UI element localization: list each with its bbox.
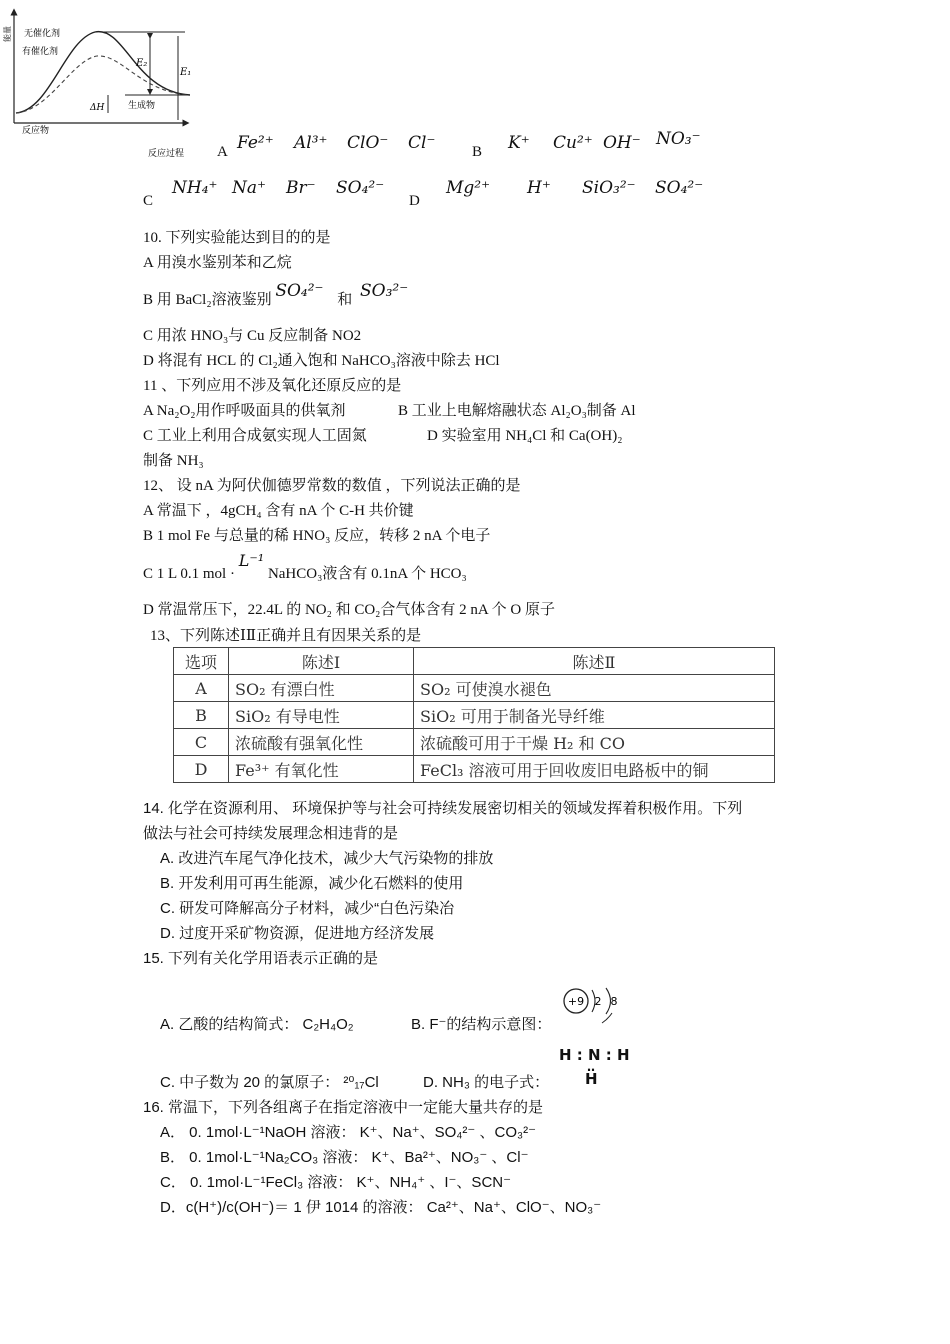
q9-c-ion-1: NH₄⁺ <box>172 178 218 198</box>
q9-a-ion-4: Cl⁻ <box>408 133 436 153</box>
q16-option-d: D．c(H⁺)/c(OH⁻)＝ 1 伊 1014 的溶液： Ca²⁺、Na⁺、ClO⁻、NO₃⁻ <box>160 1199 602 1216</box>
q14-stem-line-2: 做法与社会可持续发展理念相违背的是 <box>143 825 399 842</box>
q15-option-d: D. NH₃ 的电子式： <box>423 1074 550 1091</box>
q9-b-ion-1: K⁺ <box>508 133 530 153</box>
q15-stem: 15. 下列有关化学用语表示正确的是 <box>143 950 379 967</box>
q11-option-d-cont: 制备 NH₃ <box>143 453 204 469</box>
q9-option-a-letter: A <box>217 144 228 160</box>
q10-b-prefix: B 用 BaCl₂溶液鉴别 <box>143 292 272 308</box>
shell-2-electrons: 8 <box>610 995 618 1008</box>
label-reactant: 反应物 <box>22 126 50 136</box>
q9-option-d-letter: D <box>409 193 420 209</box>
table-cell: B <box>174 702 229 729</box>
q10-option-d: D 将混有 HCL 的 Cl₂通入饱和 NaHCO₃溶液中除去 HCl <box>143 353 500 369</box>
energy-diagram <box>0 0 215 160</box>
q12-c-unit: L⁻¹ <box>238 551 265 570</box>
ylabel: 能量 <box>3 26 12 42</box>
label-e1: E₁ <box>180 67 192 78</box>
q16-option-a: A． 0. 1mol·L⁻¹NaOH 溶液： K⁺、Na⁺、SO₄²⁻ 、CO₃²⁻ <box>160 1124 537 1141</box>
label-product: 生成物 <box>128 101 156 111</box>
q9-a-ion-3: ClO⁻ <box>347 133 389 153</box>
q16-option-b: B． 0. 1mol·L⁻¹Na₂CO₃ 溶液： K⁺、Ba²⁺、NO₃⁻ 、Cl⁻ <box>160 1149 529 1166</box>
table-cell: Fe³⁺ 有氧化性 <box>229 756 414 783</box>
table-cell: SO₂ 有漂白性 <box>229 675 414 702</box>
q9-b-ion-3: OH⁻ <box>603 133 641 153</box>
q16-option-c: C． 0. 1mol·L⁻¹FeCl₃ 溶液： K⁺、NH₄⁺ 、I⁻、SCN⁻ <box>160 1174 512 1191</box>
table-cell: D <box>174 756 229 783</box>
q10-option-c: C 用浓 HNO₃与 Cu 反应制备 NO2 <box>143 328 362 344</box>
q15-option-b: B. F⁻的结构示意图： <box>411 1016 552 1033</box>
q9-a-ion-2: Al³⁺ <box>294 133 328 153</box>
q9-b-ion-2: Cu²⁺ <box>553 133 593 153</box>
table-header-row <box>174 648 775 675</box>
nucleus-charge: +9 <box>567 995 585 1008</box>
q9-b-ion-4: NO₃⁻ <box>656 129 701 149</box>
table-cell: SiO₂ 有导电性 <box>229 702 414 729</box>
q9-c-ion-2: Na⁺ <box>232 178 266 198</box>
q9-d-ion-3: SiO₃²⁻ <box>582 178 636 198</box>
table-cell: SO₂ 可使溴水褪色 <box>414 675 775 702</box>
q9-a-ion-1: Fe²⁺ <box>237 133 274 153</box>
table-cell: 浓硫酸有强氧化性 <box>229 729 414 756</box>
label-e2: E₂ <box>136 58 148 69</box>
q9-d-ion-4: SO₄²⁻ <box>655 178 704 198</box>
q11-option-c: C 工业上利用合成氨实现人工固氮 <box>143 428 367 444</box>
q14-option-b: B. 开发利用可再生能源，减少化石燃料的使用 <box>160 875 464 892</box>
fluoride-structure-diagram <box>560 985 624 1029</box>
table-row <box>174 756 775 783</box>
table-cell: FeCl₃ 溶液可用于回收废旧电路板中的铜 <box>414 756 775 783</box>
table-cell: C <box>174 729 229 756</box>
q15-option-c: C. 中子数为 20 的氯原子： ²⁰₁₇Cl <box>160 1074 379 1091</box>
ammonia-lewis-h: H <box>585 1070 598 1088</box>
q14-option-c: C. 研发可降解高分子材料，减少“白色污染冶 <box>160 900 455 917</box>
shell-tail <box>602 1013 612 1023</box>
q11-option-a: A Na₂O₂用作呼吸面具的供氧剂 <box>143 403 346 419</box>
table-row <box>174 702 775 729</box>
q9-d-ion-2: H⁺ <box>527 178 551 198</box>
q12-option-c <box>143 551 467 584</box>
q10-option-b <box>143 281 409 310</box>
label-catalyzed: 有催化剂 <box>22 47 59 57</box>
q10-option-a: A 用溴水鉴别苯和乙烷 <box>143 255 292 271</box>
q16-stem: 16. 常温下，下列各组离子在指定溶液中一定能大量共存的是 <box>143 1099 544 1116</box>
q15-option-a: A. 乙酸的结构简式： C₂H₄O₂ <box>160 1016 354 1033</box>
table-row <box>174 675 775 702</box>
q11-option-b: B 工业上电解熔融状态 Al₂O₃制备 Al <box>398 403 636 419</box>
q14-option-d: D. 过度开采矿物资源，促进地方经济发展 <box>160 925 435 942</box>
q10-b-and: 和 <box>337 292 353 308</box>
table-cell: SiO₂ 可用于制备光导纤维 <box>414 702 775 729</box>
q13-stem: 13、下列陈述ⅠⅡ正确并且有因果关系的是 <box>150 628 422 644</box>
q11-option-d: D 实验室用 NH₄Cl 和 Ca(OH)₂ <box>427 428 623 444</box>
ammonia-lewis-row: H : N : H <box>559 1046 630 1064</box>
q11-stem: 11 、下列应用不涉及氧化还原反应的是 <box>143 378 402 394</box>
q12-option-a: A 常温下 ，4gCH₄ 含有 nA 个 C-H 共价键 <box>143 503 414 519</box>
table-row <box>174 729 775 756</box>
ammonia-lone-dots: ‥ <box>587 1060 596 1074</box>
table-header-cell: 陈述Ⅱ <box>414 648 775 675</box>
shell-1-electrons: 2 <box>594 995 602 1008</box>
q14-stem-line-1: 14. 化学在资源利用、 环境保护等与社会可持续发展密切相关的领域发挥着积极作用。下列 <box>143 800 743 817</box>
q14-option-a: A. 改进汽车尾气净化技术，减少大气污染物的排放 <box>160 850 494 867</box>
q12-c-prefix: C 1 L 0.1 mol · <box>143 566 235 582</box>
q9-option-c-letter: C <box>143 193 154 209</box>
q9-d-ion-1: Mg²⁺ <box>446 178 491 198</box>
q10-b-ion-1: SO₄²⁻ <box>275 281 324 301</box>
q9-c-ion-3: Br⁻ <box>286 178 316 198</box>
q12-option-b: B 1 mol Fe 与总量的稀 HNO₃ 反应，转移 2 nA 个电子 <box>143 528 491 544</box>
table-cell: A <box>174 675 229 702</box>
table-header-cell: 陈述Ⅰ <box>229 648 414 675</box>
q10-b-ion-2: SO₃²⁻ <box>360 281 409 301</box>
label-xaxis: 反应过程 <box>148 149 185 159</box>
table-header-cell: 选项 <box>174 648 229 675</box>
q9-option-b-letter: B <box>472 144 483 160</box>
label-uncatalyzed: 无催化剂 <box>24 29 61 39</box>
label-dh: ΔH <box>90 103 105 113</box>
q9-c-ion-4: SO₄²⁻ <box>336 178 385 198</box>
q12-option-d: D 常温常压下，22.4L 的 NO₂ 和 CO₂合气体含有 2 nA 个 O 原子 <box>143 602 555 618</box>
q13-table <box>173 647 775 783</box>
table-cell: 浓硫酸可用于干燥 H₂ 和 CO <box>414 729 775 756</box>
q10-stem: 10. 下列实验能达到目的的是 <box>143 230 331 246</box>
q12-stem: 12、 设 nA 为阿伏伽德罗常数的数值 ，下列说法正确的是 <box>143 478 521 494</box>
q12-c-suffix: NaHCO₃液含有 0.1nA 个 HCO₃ <box>267 566 467 582</box>
